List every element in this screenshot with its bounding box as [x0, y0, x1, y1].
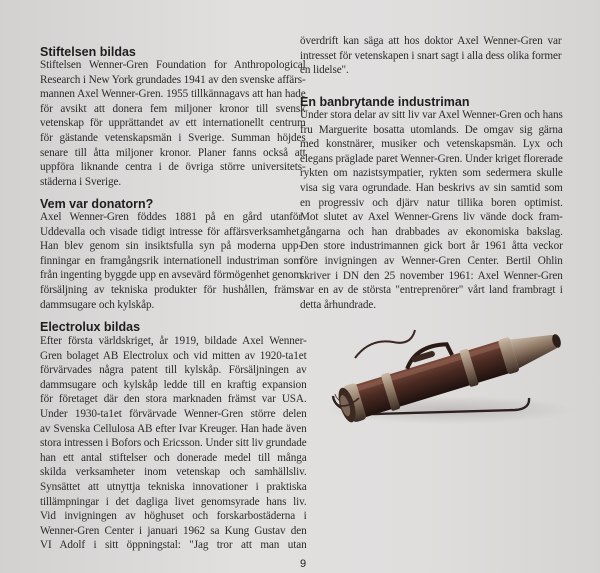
text-line: var en av de största "entreprenörer" vårt land frambragt i: [300, 284, 563, 297]
heading-electrolux: Electrolux bildas: [40, 320, 141, 334]
heading-vem: Vem var donatorn?: [40, 197, 154, 211]
text-line: med konstnärer, musiker och vetenskapsmän. Lyx och: [300, 138, 563, 151]
text-line: dammsugare och kylskåp.: [40, 298, 155, 311]
text-line: Wenner-Gren Center i januari 1962 sa Kung Gustav den: [40, 524, 307, 537]
text-line: Han blev genom sin insiktsfulla syn på moderna upp-: [40, 240, 302, 253]
text-line: dammsugare och kylskåp ledde till en kraftig expansion: [40, 378, 307, 391]
text-line: Efter första världskriget, år 1919, bildade Axel Wenner-: [40, 335, 307, 347]
text-line: Gren bolaget AB Electrolux och vid mitten av 1920-ta1et: [40, 349, 307, 362]
text-line: överdrift kan säga att hos doktor Axel Wenner-Gren var: [300, 35, 562, 47]
vacuum-cleaner-photo: [315, 318, 585, 438]
text-line: gångarna och han drabbades av ekonomiska bakslag.: [300, 225, 563, 238]
text-line: Uddevalla och visade tidigt intresse för affärsverksamhet.: [40, 225, 302, 238]
text-line: tillämpningar i det dagliga livet genomsyrade hans liv.: [40, 495, 307, 508]
text-line: vetenskap för upprättandet av ett internationellt centrum: [40, 117, 306, 130]
text-line: Vid invigningen av höghuset och forskarbostäderna i: [40, 510, 307, 523]
text-line: Axel Wenner-Gren föddes 1881 på en gård utanför: [40, 211, 302, 223]
text-line: före invigningen av Wenner-Gren Center. Bertil Ohlin: [300, 254, 563, 267]
text-line: från ingenting byggde upp en avsevärd förmögenhet genom: [40, 269, 302, 282]
text-line: Den store industrimannen gick bort år 1961 åtta veckor: [300, 240, 563, 253]
text-line: för gästande vetenskapsmän i Sverige. Summan höjdes: [40, 131, 306, 144]
text-line: han ett antal stiftelser och donerade medel till många: [40, 451, 307, 464]
text-line: Under stora delar av sitt liv var Axel Wenner-Gren och hans: [300, 109, 563, 121]
text-line: förvärvades några patent till kylskåp. Försäljningen av: [40, 364, 307, 377]
text-line: elegans präglade paret Wenner-Gren. Under kriget florerade: [300, 152, 563, 165]
text-line: fru Marguerite bosatta utomlands. De omgav sig gärna: [300, 123, 563, 136]
text-line: Mot slutet av Axel Wenner-Grens liv vände dock fram-: [300, 211, 563, 224]
text-line: mannen Axel Wenner-Gren. 1955 tillkännagavs att han hade: [40, 88, 306, 101]
text-line: finningar en framgångsrik internationell industriman som: [40, 254, 302, 267]
text-line: Stiftelsen Wenner-Gren Foundation for Anthropological: [40, 59, 306, 71]
text-line: skilda verksamheter inom vetenskap och samhällsliv.: [40, 466, 307, 479]
text-line: visa sig vara ogrundade. Han beskrivs av sin samtid som: [300, 181, 563, 194]
paragraph-industriman: [300, 108, 563, 312]
text-line: av Svenska Cellulosa AB efter Ivar Kreuger. Han hade även: [40, 422, 307, 435]
paragraph-quote: [300, 34, 562, 78]
paragraph-vem: [40, 210, 302, 312]
text-line: för avsikt att donera fem miljoner kronor till svensk: [40, 102, 306, 115]
text-line: försäljning av tekniska produkter för hushållen, främst: [40, 283, 302, 296]
text-line: uppföra liknande centra i de övriga större universitets-: [40, 161, 306, 174]
text-line: Research i New York grundades 1941 av den svenske affärs-: [40, 73, 306, 86]
text-line: stora intressen i Bofors och Ericsson. Under sitt liv grundade: [40, 437, 307, 450]
text-line: VI Adolf i sitt öppningstal: "Jag tror att man utan: [40, 539, 307, 552]
heading-stiftelsen: Stiftelsen bildas: [40, 45, 136, 59]
text-line: detta århundrade.: [300, 298, 376, 311]
text-line: rykten om nazistsympatier, rykten som sedermera skulle: [300, 167, 563, 180]
text-line: skriver i DN den 25 november 1961: Axel Wenner-Gren: [300, 269, 563, 282]
text-line: Synsättet att utnyttja tekniska innovationer i praktiska: [40, 480, 307, 493]
text-line: senare till åtta miljoner kronor. Planer fanns också att: [40, 146, 306, 159]
text-line: städerna i Sverige.: [40, 175, 122, 188]
text-line: en lidelse".: [300, 64, 349, 77]
text-line: för företaget där den stora marknaden främst var USA.: [40, 393, 307, 406]
text-line: en progressiv och djärv natur tillika boren optimist.: [300, 196, 563, 209]
paragraph-electrolux: [40, 334, 307, 553]
paragraph-stiftelsen: [40, 58, 306, 189]
text-line: intresset för vetenskapen i snart sagt i alla dess olika former: [300, 49, 562, 62]
text-line: Under 1930-ta1et förvärvade Wenner-Gren större delen: [40, 407, 307, 420]
heading-industriman: En banbrytande industriman: [300, 95, 470, 109]
page-number: 9: [300, 558, 307, 570]
